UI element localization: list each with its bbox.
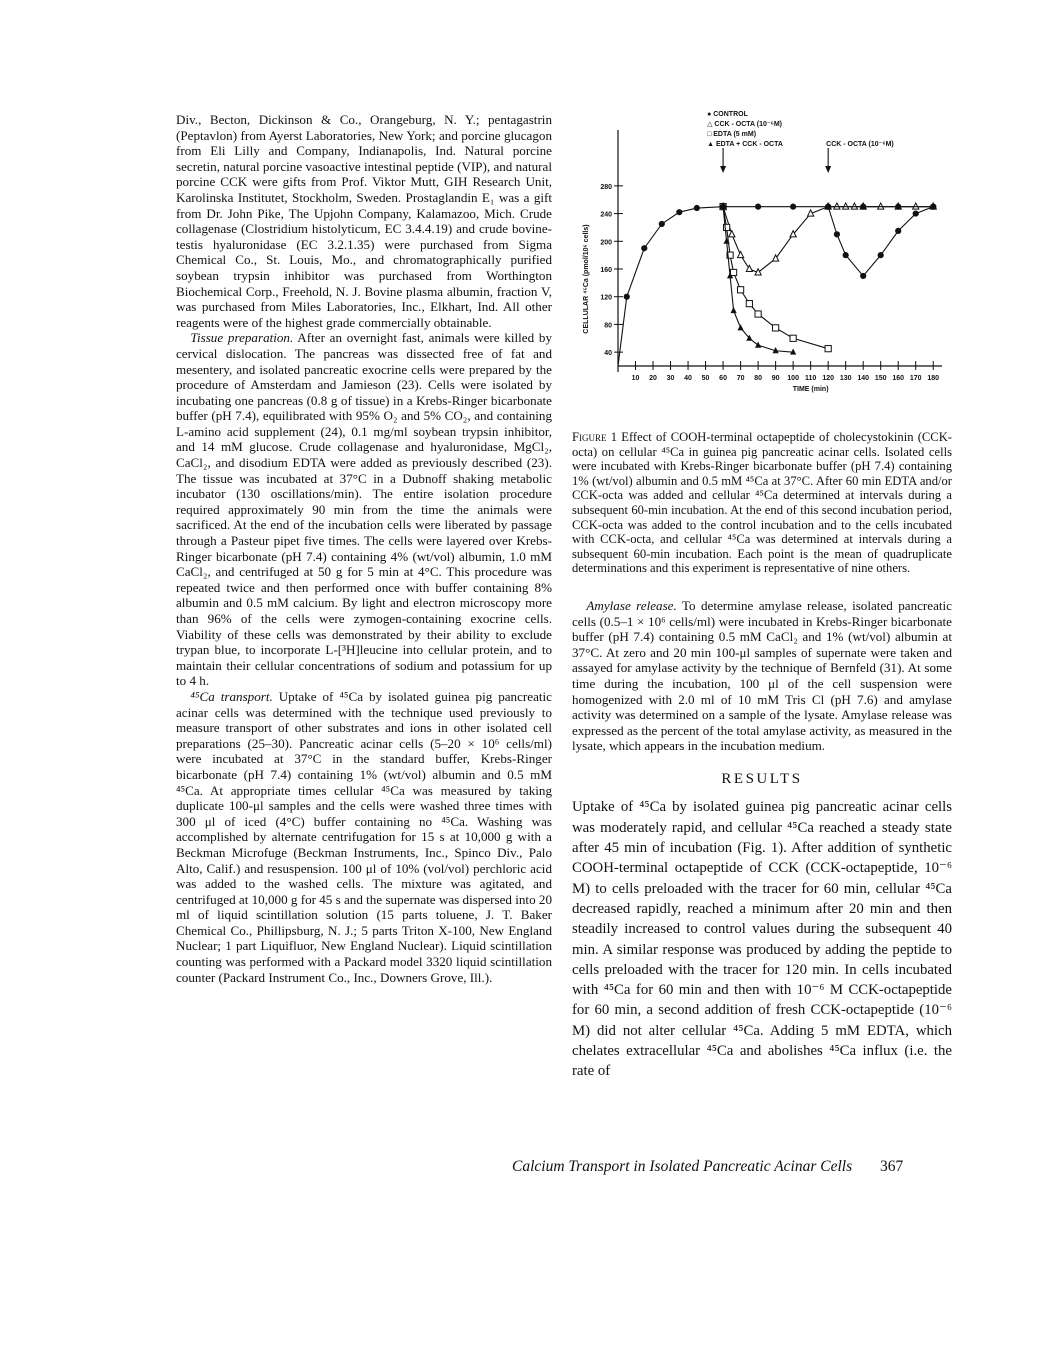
- x-tick-label: 120: [822, 375, 835, 382]
- running-title: Calcium Transport in Isolated Pancreatic Acinar Cells: [512, 1158, 853, 1175]
- x-tick-label: 110: [805, 375, 817, 382]
- data-point: [834, 231, 840, 237]
- data-point: [746, 301, 752, 307]
- series-open-triangle: [720, 203, 936, 275]
- x-axis-title: TIME (min): [792, 386, 829, 393]
- figure-caption-label: Figure 1: [572, 430, 618, 444]
- data-point: [659, 221, 665, 227]
- data-point: [878, 252, 884, 258]
- data-point: [730, 269, 736, 275]
- y-tick-label: 120: [600, 294, 612, 302]
- x-tick-label: 170: [909, 375, 922, 382]
- legend-entry: □ EDTA (5 mM): [707, 131, 757, 138]
- data-point: [860, 204, 866, 210]
- left-column: [176, 112, 552, 985]
- x-tick-label: 150: [874, 375, 887, 382]
- data-point: [860, 273, 866, 279]
- data-point: [825, 204, 831, 210]
- data-point: [720, 204, 726, 210]
- right-column: [572, 430, 952, 1082]
- x-tick-label: 160: [892, 375, 905, 382]
- y-tick-label: 280: [600, 183, 612, 191]
- data-point: [694, 205, 700, 211]
- tissue-preparation-paragraph: [176, 330, 552, 689]
- data-point: [895, 204, 901, 210]
- series-filled-triangle: [720, 203, 796, 355]
- x-tick-label: 180: [927, 375, 940, 382]
- materials-paragraph: Div., Becton, Dickinson & Co., Orangeburg, N. Y.; pentagastrin (Peptavlon) from Ayerst Laboratories, New York; and porcine glucagon from Eli Lilly and Company, Indianapolis, Ind. Natural porcine secretin, natural porcine vasoactive intestinal peptide (VIP), and natural porcine CCK were gifts from Prof. Viktor Mutt, GIH Research Unit, Karolinska Institutet, Stockholm, Sweden. Prostaglandin E₁ was a gift from Dr. John Pike, The Upjohn Company, Kalamazoo, Mich. Crude collagenase (Clostridium histolyticum, EC 3.4.4.19) and crude bovine-testis hyaluronidase (EC 3.2.1.35) were purchased from Sigma Chemical Co., St. Louis, Mo., and chromatographically purified soybean trypsin inhibitor was purchased from Worthington Biochemical Corp., Freehold, N. J. Bovine plasma albumin, fraction V, was purchased from Miles Laboratories, Inc., Elkhart, Ind. All other reagents were of the highest grade commercially obtainable.: [176, 112, 552, 330]
- y-axis-title: CELLULAR ⁴⁵Ca (pmol/10⁶ cells): [583, 224, 590, 334]
- data-point: [930, 204, 936, 210]
- amylase-text: To determine amylase release, isolated pancreatic cells (0.5–1 × 10⁶ cells/ml) were incubated in Krebs-Ringer bicarbonate buffer (pH 7.4) containing 0.5 mM CaCl₂ and 1% (wt/vol) albumin at 37°C. At zero and 20 min 100-μl samples of supernate were taken and assayed for amylase activity by the technique of Bernfeld (31). At some time during the incubation, 100 μl of the cell suspension were homogenized with 2.0 ml of 10 mM Tris Cl (pH 7.6) and amylase activity was determined on a sample of the lysate. Amylase release was expressed as the percent of the total amylase activity, as measured in the lysate, which appears in the incubation medium.: [572, 597, 952, 754]
- results-paragraph: Uptake of ⁴⁵Ca by isolated guinea pig pancreatic acinar cells was moderately rapid, and cellular ⁴⁵Ca reached a steady state after 45 min of incubation (Fig. 1). After addition of synthetic COOH-terminal octapeptide of CCK (CCK-octapeptide, 10⁻⁶ M) to cells preloaded with the tracer for 60 min, cellular ⁴⁵Ca decreased rapidly, reached a minimum after 20 min and then steadily increased to control values during the subsequent 40 min. A similar response was produced by adding the peptide to cells preloaded with the tracer for 120 min. In cells incubated with ⁴⁵Ca for 60 min and then with 10⁻⁶ M CCK-octapeptide for 60 min, a second addition of fresh CCK-octapeptide (10⁻⁶ M) did not alter cellular ⁴⁵Ca. Adding 5 mM EDTA, which chelates extracellular ⁴⁵Ca and abolishes ⁴⁵Ca influx (i.e. the rate of: [572, 799, 952, 1080]
- y-tick-label: 40: [604, 350, 612, 358]
- data-point: [730, 307, 736, 313]
- arrow-head: [720, 166, 726, 173]
- ca-transport-heading: ⁴⁵Ca transport.: [190, 688, 273, 704]
- figure-1-chart: [562, 104, 962, 404]
- chart-legend: [707, 111, 783, 148]
- x-tick-label: 100: [787, 375, 799, 382]
- chart-canvas: [562, 104, 962, 404]
- tissue-preparation-heading: Tissue preparation.: [190, 330, 294, 346]
- x-tick-label: 140: [857, 375, 870, 382]
- x-tick-label: 80: [754, 375, 763, 382]
- data-point: [790, 335, 796, 341]
- chart-series: [618, 203, 936, 366]
- data-point: [913, 203, 919, 209]
- data-point: [755, 342, 761, 348]
- data-point: [843, 203, 849, 209]
- amylase-paragraph: [572, 598, 952, 754]
- data-point: [851, 203, 857, 209]
- series-open-square: [720, 204, 831, 352]
- legend-entry: △ CCK - OCTA (10⁻⁶M): [707, 121, 783, 128]
- page-number: 367: [880, 1158, 904, 1175]
- x-tick-label: 30: [666, 375, 675, 382]
- series-line: [723, 207, 793, 353]
- data-point: [737, 287, 743, 293]
- y-tick-label: 80: [604, 322, 612, 330]
- x-tick-label: 10: [631, 375, 640, 382]
- tissue-preparation-text: After an overnight fast, animals were killed by cervical dislocation. The pancreas was dissected free of fat and mesentery, and isolated pancreatic exocrine cells were prepared by the procedure of Amsterdam and Jamieson (23). Cells were isolated by incubating one pancreas (0.8 g of tissue) in a Krebs-Ringer bicarbonate buffer (pH 7.4), equilibrated with 95% O₂ and 5% CO₂, and containing L-amino acid supplement (24), 0.1 mg/ml soybean trypsin inhibitor, and 14 mM glucose. Crude collagenase and hyaluronidase, MgCl₂, CaCl₂, and disodium EDTA were added as previously described (23). The tissue was incubated at 37°C in a Dubnoff shaking metabolic incubator (130 oscillations/min). The entire isolation procedure required approximately 90 min from the time the animals were sacrificed. At the end of the incubation cells were liberated by passage through a Pasteur pipet five times. The cells were layered over Krebs-Ringer bicarbonate (pH 7.4) containing 4% (wt/vol) albumin, 1.0 mM CaCl₂, and centrifuged at 50 g for 5 min at 4°C. This procedure was repeated twice and then performed once with buffer containing 8% albumin and 0.5 mM calcium. By light and electron microscopy more than 96% of the cells were zymogen-containing exocrine cells. Viability of these cells was demonstrated by their ability to exclude trypan blue, to incorporate L-[³H]leucine into cellular protein, and to maintain their cellular concentrations of sodium and potassium for up to 4 h.: [176, 330, 553, 689]
- x-tick-label: 90: [771, 375, 780, 382]
- ca-transport-text: Uptake of ⁴⁵Ca by isolated guinea pig pancreatic acinar cells was determined with the technique used previously to measure transport of other substrates and ions in other isolated cell preparations (25–30). Pancreatic acinar cells (5–20 × 10⁶ cells/ml) were incubated at 37°C in the standard buffer, Krebs-Ringer bicarbonate (pH 7.4) containing 1% (wt/vol) albumin and 0.5 mM ⁴⁵Ca. At appropriate times cellular ⁴⁵Ca was measured by taking duplicate 100-μl samples and the cells were washed three times with 300 μl of iced (4°C) buffer containing no ⁴⁵Ca. Washing was accomplished by alternate centrifugation for 15 s at 10,000 g with a Beckman Microfuge (Beckman Instruments, Inc., Spinco Div., Palo Alto, Calif.) and resuspension. 100 μl of 10% (vol/vol) perchloric acid was added to the washed cells. The mixture was agitated, and centrifuged at 10,000 g for 45 s and the supernate was dispersed into 20 ml of liquid scintillation solution (15 parts toluene, J. T. Baker Chemical Co., Phillipsburg, N. J.; 5 parts Triton X-100, New England Nuclear; 1 part Liquifluor, New England Nuclear). Liquid scintillation counting was performed with a Packard model 3320 liquid scintillation counter (Packard Instrument Co., Inc., Downers Grove, Ill.).: [176, 688, 552, 985]
- x-tick-label: 40: [684, 375, 692, 382]
- x-tick-label: 60: [719, 375, 727, 382]
- x-tick-label: 20: [649, 375, 657, 382]
- data-point: [895, 228, 901, 234]
- arrow-head: [825, 166, 831, 173]
- figure-caption: [572, 430, 952, 576]
- series-line: [828, 207, 933, 276]
- results-heading: RESULTS: [721, 770, 803, 787]
- x-tick-label: 70: [736, 375, 745, 382]
- data-point: [834, 203, 840, 209]
- data-point: [755, 311, 761, 317]
- data-point: [843, 252, 849, 258]
- legend-entry: ● CONTROL: [707, 111, 748, 118]
- data-point: [676, 209, 682, 215]
- series-filled-circle: [618, 204, 936, 366]
- data-point: [825, 346, 831, 352]
- series-filled-circle: [825, 204, 936, 279]
- data-point: [913, 210, 919, 216]
- data-point: [773, 325, 779, 331]
- series-line: [723, 207, 933, 273]
- ca-transport-paragraph: [176, 689, 552, 985]
- data-point: [624, 294, 630, 300]
- annotation-label: CCK - OCTA (10⁻⁶M): [826, 141, 894, 148]
- y-tick-label: 240: [600, 211, 612, 219]
- y-tick-label: 160: [600, 267, 612, 274]
- data-point: [737, 251, 743, 257]
- x-tick-label: 50: [701, 375, 710, 382]
- series-line: [618, 207, 933, 366]
- page-footer: [512, 1158, 972, 1176]
- data-point: [790, 204, 796, 210]
- y-tick-label: 200: [600, 239, 612, 247]
- figure-caption-text: Effect of COOH-terminal octapeptide of cholecystokinin (CCK-octa) on cellular ⁴⁵Ca in guinea pig pancreatic acinar cells. Isolated cells were incubated with Krebs-Ringer bicarbonate buffer (pH 7.4) containing 1% (wt/vol) albumin and 0.5 mM ⁴⁵Ca at 37°C. After 60 min EDTA and/or CCK-octa was added and cellular ⁴⁵Ca determined at intervals during a subsequent 60-min incubation. At the end of this second incubation period, CCK-octa was added to the control incubation and to the cells incubated with CCK-octa, and cellular ⁴⁵Ca was determined at intervals during a subsequent 60-min incubation. Each point is the mean of quadruplicate determinations and this experiment is representative of nine others.: [572, 430, 952, 576]
- data-point: [737, 324, 743, 330]
- data-point: [755, 204, 761, 210]
- amylase-heading: Amylase release.: [586, 597, 677, 613]
- chart-axes: [583, 130, 942, 393]
- data-point: [641, 245, 647, 251]
- data-point: [878, 203, 884, 209]
- legend-entry: ▲ EDTA + CCK - OCTA: [707, 141, 783, 148]
- data-point: [729, 231, 735, 237]
- x-tick-label: 130: [839, 375, 852, 382]
